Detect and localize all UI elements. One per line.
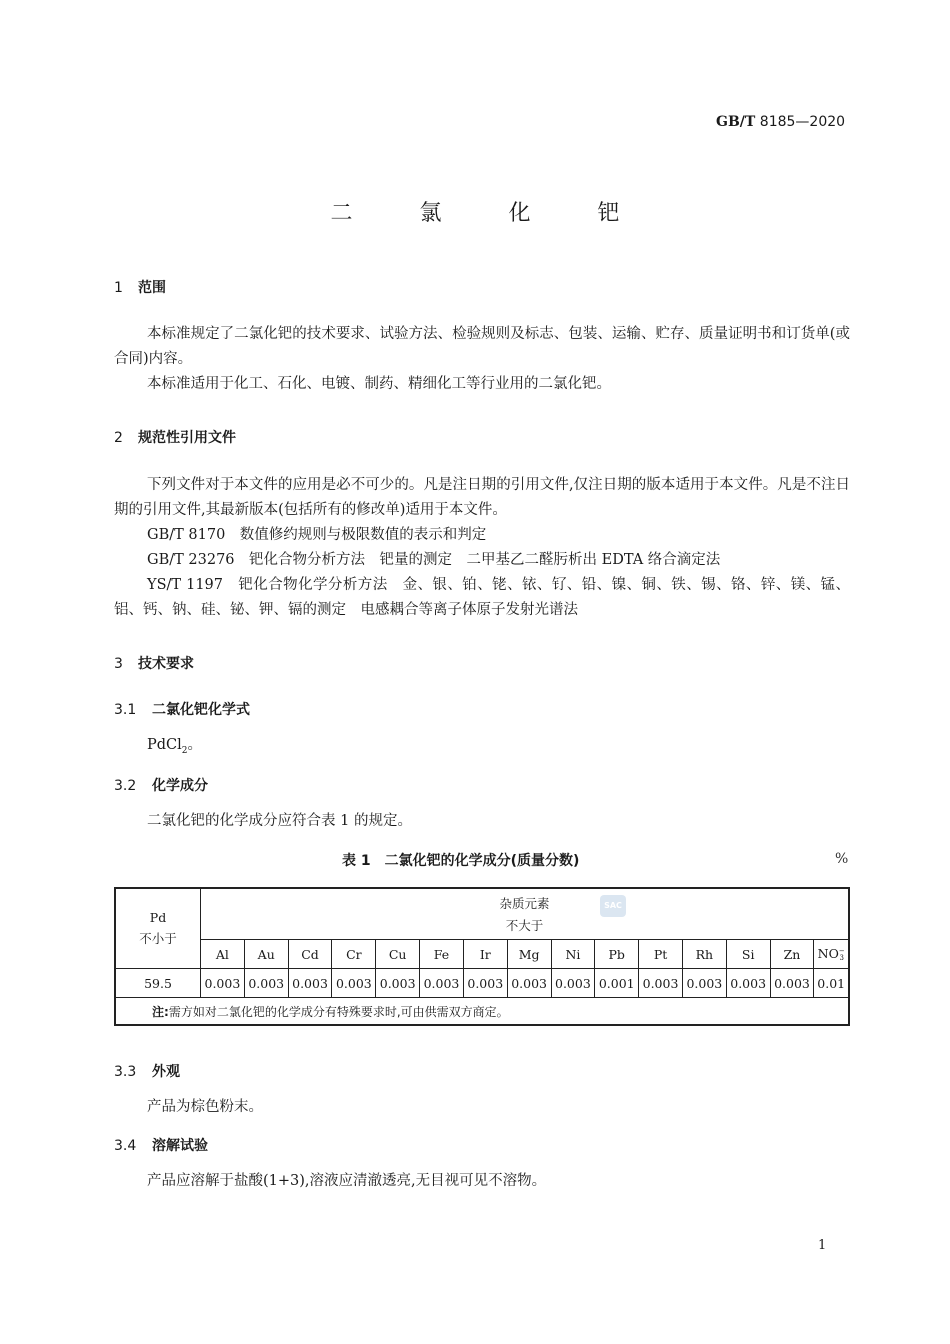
section-title: 规范性引用文件 (138, 430, 236, 446)
impurity-value-cell: 0.003 (288, 969, 332, 998)
note-text: 需方如对二氯化钯的化学成分有特殊要求时,可由供需双方商定。 (168, 1004, 509, 1019)
standard-year: 8185—2020 (759, 114, 846, 130)
impurity-value-cell: 0.003 (682, 969, 726, 998)
section-3-heading (114, 653, 194, 673)
impurity-value-cell: 0.003 (507, 969, 551, 998)
note-label: 注: (152, 1004, 169, 1019)
formula-end: 。 (187, 737, 203, 753)
section-3-3-heading (114, 1061, 180, 1081)
section-1-paragraph-1: 本标准规定了二氯化钯的技术要求、试验方法、检验规则及标志、包装、运输、贮存、质量证明书和订货单(或合同)内容。 (114, 326, 850, 367)
element-header: Cu (376, 940, 420, 969)
section-2-paragraph-1: 下列文件对于本文件的应用是必不可少的。凡是注日期的引用文件,仅注日期的版本适用于本文件。凡是不注日期的引用文件,其最新版本(包括所有的修改单)适用于本文件。 (114, 477, 850, 518)
element-header: Zn (770, 940, 814, 969)
chemical-formula (147, 733, 202, 764)
impurity-value-cell: 0.003 (770, 969, 814, 998)
section-number: 1 (114, 280, 123, 296)
section-title: 二氯化钯化学式 (152, 702, 250, 718)
document-title: 二 氯 化 钯 (330, 201, 650, 226)
section-1-paragraph-2: 本标准适用于化工、石化、电镀、制药、精细化工等行业用的二氯化钯。 (147, 376, 611, 392)
impurity-value-cell: 0.003 (376, 969, 420, 998)
table-unit: % (835, 851, 849, 867)
element-header: Fe (420, 940, 464, 969)
impurity-header-condition: 不大于 (505, 918, 544, 933)
section-title: 范围 (138, 280, 166, 296)
pd-header-label: Pd (149, 910, 167, 925)
impurity-value-cell: 0.003 (332, 969, 376, 998)
impurity-value-cell: 0.01 (814, 969, 849, 998)
section-number: 3.2 (114, 778, 137, 794)
table-note (115, 998, 849, 1026)
section-number: 3.1 (114, 702, 137, 718)
formula-subscript: 2 (181, 745, 188, 756)
impurity-value-cell: 0.003 (463, 969, 507, 998)
element-header: Ni (551, 940, 595, 969)
element-header: Au (244, 940, 288, 969)
section-title: 溶解试验 (152, 1138, 208, 1154)
element-header: Ir (463, 940, 507, 969)
section-number: 2 (114, 430, 123, 446)
section-number: 3 (114, 656, 123, 672)
section-1-heading (114, 277, 166, 297)
impurity-header-cell (201, 888, 850, 940)
section-3-4-paragraph: 产品应溶解于盐酸(1+3),溶液应清澈透亮,无目视可见不溶物。 (147, 1173, 547, 1189)
standard-number (716, 114, 845, 130)
impurity-value-cell: 0.003 (726, 969, 770, 998)
impurity-value-cell: 0.003 (551, 969, 595, 998)
reference-gbt8170: GB/T 8170 数值修约规则与极限数值的表示和判定 (147, 527, 487, 543)
element-header: Cd (288, 940, 332, 969)
formula-main: PdCl (147, 737, 182, 753)
element-header-nitrate (814, 940, 849, 969)
reference-yst1197: YS/T 1197 钯化合物化学分析方法 金、银、铂、铑、铱、钌、铅、镍、铜、铁、锡、铬、锌、镁、锰、铝、钙、钠、硅、铋、钾、镉的测定 电感耦合等离子体原子发射光谱法 (114, 577, 850, 618)
pd-header-cell (115, 888, 201, 969)
impurity-value-cell: 0.001 (595, 969, 639, 998)
section-number: 3.4 (114, 1138, 137, 1154)
section-3-4-heading (114, 1135, 208, 1155)
element-header: Pt (639, 940, 683, 969)
reference-gbt23276: GB/T 23276 钯化合物分析方法 钯量的测定 二甲基乙二醛肟析出 EDTA 络合滴定法 (147, 552, 721, 568)
section-3-1-heading (114, 699, 250, 719)
section-title: 技术要求 (138, 656, 194, 672)
nitrate-charge: − (838, 946, 845, 955)
section-title: 化学成分 (152, 778, 208, 794)
impurity-value-cell: 0.003 (244, 969, 288, 998)
page-number: 1 (818, 1238, 827, 1253)
impurity-header-label: 杂质元素 (499, 896, 550, 911)
table-1-caption: 表 1 二氯化钯的化学成分(质量分数) (342, 853, 580, 869)
element-header: Si (726, 940, 770, 969)
element-header-row (115, 940, 849, 969)
element-header: Cr (332, 940, 376, 969)
element-header: Al (201, 940, 245, 969)
section-3-2-heading (114, 775, 208, 795)
nitrate-subscript: 3 (839, 953, 845, 962)
element-header: Rh (682, 940, 726, 969)
element-header: Pb (595, 940, 639, 969)
impurity-value-cell: 0.003 (201, 969, 245, 998)
standard-code: GB/T (716, 114, 756, 130)
sac-watermark-logo: SAC (600, 895, 626, 917)
section-title: 外观 (152, 1064, 180, 1080)
nitrate-symbol: NO (817, 946, 839, 962)
impurity-value-cell: 0.003 (420, 969, 464, 998)
impurity-value-cell: 0.003 (639, 969, 683, 998)
section-3-2-paragraph: 二氯化钯的化学成分应符合表 1 的规定。 (147, 813, 412, 829)
pd-value-cell: 59.5 (115, 969, 201, 998)
section-2-heading (114, 427, 236, 447)
pd-header-condition: 不小于 (139, 931, 177, 946)
chemical-composition-table (114, 887, 850, 1026)
section-number: 3.3 (114, 1064, 137, 1080)
element-header: Mg (507, 940, 551, 969)
table-row (115, 969, 849, 998)
section-3-3-paragraph: 产品为棕色粉末。 (147, 1099, 263, 1115)
